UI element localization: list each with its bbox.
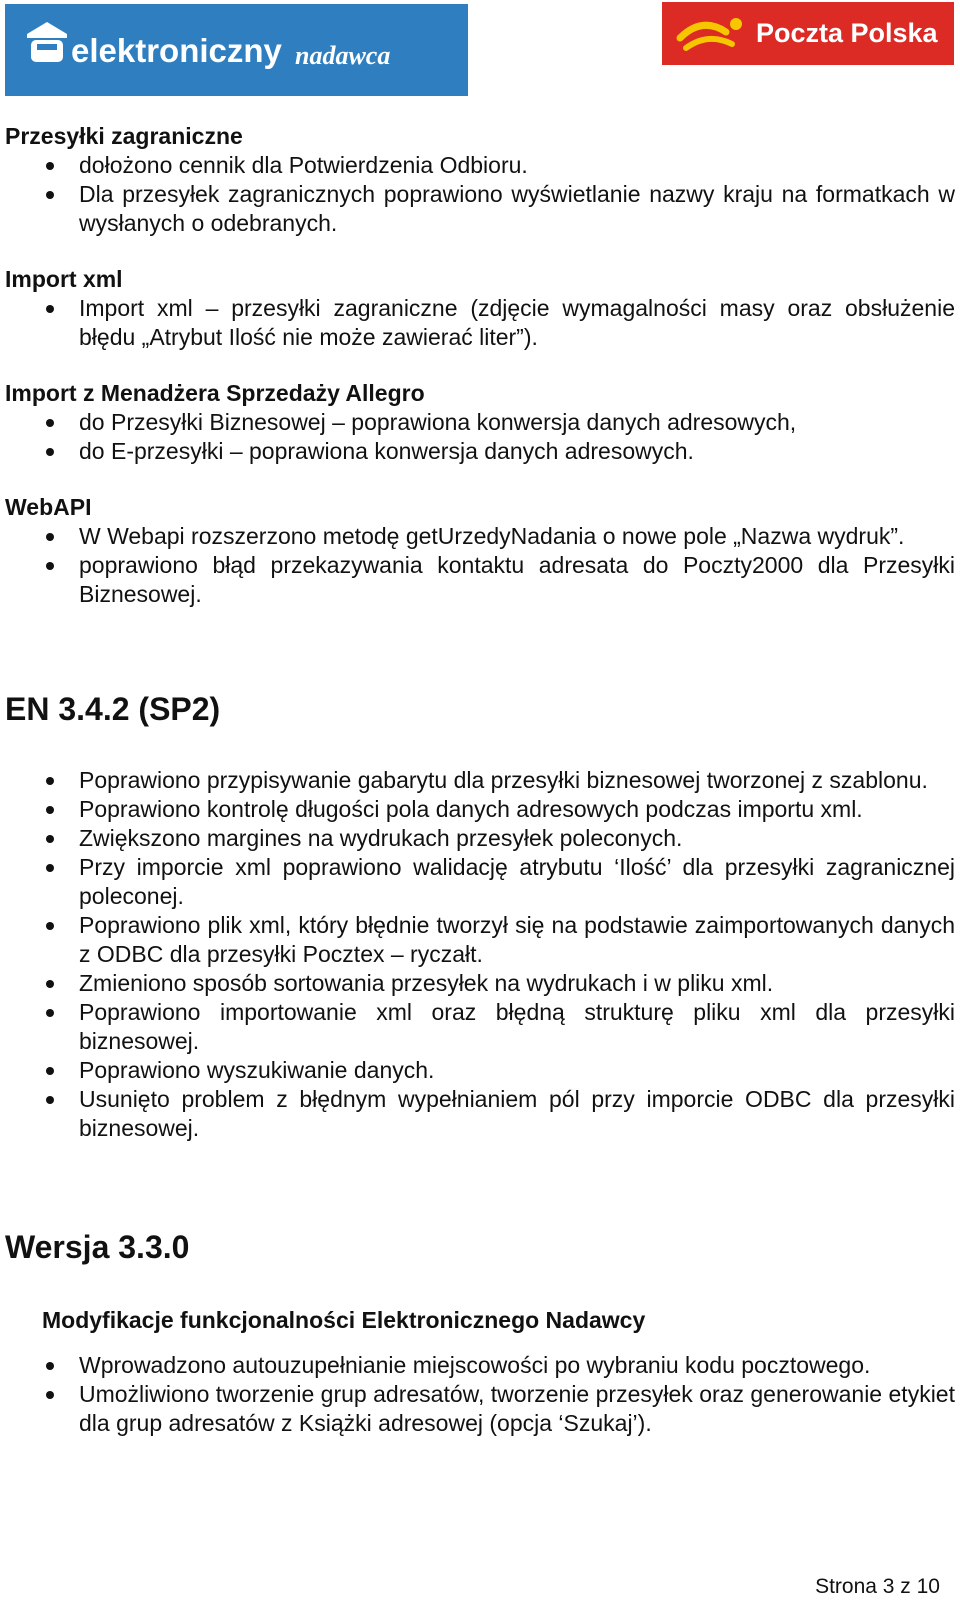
list-item: do Przesyłki Biznesowej – poprawiona konwersja danych adresowych, bbox=[5, 408, 955, 437]
section-subheading: Modyfikacje funkcjonalności Elektronicznego Nadawcy bbox=[42, 1307, 646, 1333]
list-item: Umożliwiono tworzenie grup adresatów, tworzenie przesyłek oraz generowanie etykiet dla grup adresatów z Książki adresowej (opcja ‘Szukaj’). bbox=[5, 1380, 955, 1438]
section-heading: Import xml bbox=[5, 266, 123, 292]
page-header bbox=[0, 0, 960, 100]
bullet-list bbox=[5, 294, 955, 352]
bullet-list bbox=[5, 151, 955, 238]
bullet-list bbox=[5, 522, 955, 609]
poczta-polska-logo bbox=[662, 2, 954, 65]
list-item: Poprawiono przypisywanie gabarytu dla przesyłki biznesowej tworzonej z szablonu. bbox=[5, 766, 955, 795]
section-heading: WebAPI bbox=[5, 494, 92, 520]
bullet-list bbox=[5, 1351, 955, 1438]
list-item: Dla przesyłek zagranicznych poprawiono wyświetlanie nazwy kraju na formatkach w wysłanych o odebranych. bbox=[5, 180, 955, 238]
list-item: Poprawiono wyszukiwanie danych. bbox=[5, 1056, 955, 1085]
list-item: poprawiono błąd przekazywania kontaktu adresata do Poczty2000 dla Przesyłki Biznesowej. bbox=[5, 551, 955, 609]
bullet-list bbox=[5, 766, 955, 1143]
version-heading: Wersja 3.3.0 bbox=[5, 1229, 190, 1265]
version-heading: EN 3.4.2 (SP2) bbox=[5, 691, 221, 727]
section-heading: Import z Menadżera Sprzedaży Allegro bbox=[5, 380, 425, 406]
elektroniczny-nadawca-logo bbox=[5, 4, 468, 96]
list-item: dołożono cennik dla Potwierdzenia Odbioru. bbox=[5, 151, 955, 180]
list-item: W Webapi rozszerzono metodę getUrzedyNadania o nowe pole „Nazwa wydruk”. bbox=[5, 522, 955, 551]
list-item: Zmieniono sposób sortowania przesyłek na wydrukach i w pliku xml. bbox=[5, 969, 955, 998]
svg-text:elektroniczny: elektroniczny bbox=[71, 32, 282, 69]
list-item: Poprawiono plik xml, który błędnie tworzył się na podstawie zaimportowanych danych z ODBC dla przesyłki Pocztex – ryczałt. bbox=[5, 911, 955, 969]
list-item: Usunięto problem z błędnym wypełnianiem pól przy imporcie ODBC dla przesyłki biznesowej. bbox=[5, 1085, 955, 1143]
bullet-list bbox=[5, 408, 955, 466]
page-number: Strona 3 z 10 bbox=[815, 1575, 940, 1598]
list-item: Wprowadzono autouzupełnianie miejscowości po wybraniu kodu pocztowego. bbox=[5, 1351, 955, 1380]
section-heading: Przesyłki zagraniczne bbox=[5, 123, 243, 149]
list-item: Zwiększono margines na wydrukach przesyłek poleconych. bbox=[5, 824, 955, 853]
list-item: Import xml – przesyłki zagraniczne (zdjęcie wymagalności masy oraz obsłużenie błędu „Atrybut Ilość nie może zawierać liter”). bbox=[5, 294, 955, 352]
document-body bbox=[5, 122, 955, 1438]
list-item: do E-przesyłki – poprawiona konwersja danych adresowych. bbox=[5, 437, 955, 466]
list-item: Poprawiono importowanie xml oraz błędną strukturę pliku xml dla przesyłki biznesowej. bbox=[5, 998, 955, 1056]
list-item: Przy imporcie xml poprawiono walidację atrybutu ‘Ilość’ dla przesyłki zagranicznej poleconej. bbox=[5, 853, 955, 911]
svg-text:nadawca: nadawca bbox=[295, 41, 391, 70]
svg-text:Poczta Polska: Poczta Polska bbox=[756, 18, 938, 48]
list-item: Poprawiono kontrolę długości pola danych adresowych podczas importu xml. bbox=[5, 795, 955, 824]
